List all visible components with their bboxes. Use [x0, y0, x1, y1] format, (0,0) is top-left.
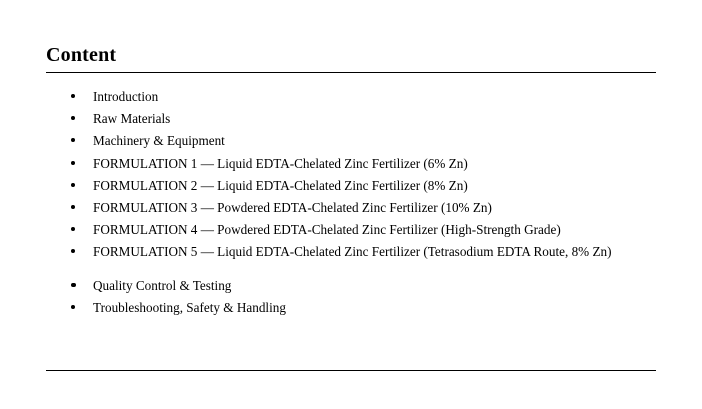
- page-title: Content: [46, 44, 117, 66]
- bullet-dot-icon: [71, 249, 75, 253]
- list-item: [60, 297, 672, 319]
- list-item: [60, 153, 672, 175]
- bullet-dot-icon: [71, 305, 75, 309]
- list-item-label: FORMULATION 3 — Powdered EDTA-Chelated Zinc Fertilizer (10% Zn): [93, 200, 492, 216]
- list-item-label: FORMULATION 5 — Liquid EDTA-Chelated Zinc Fertilizer (Tetrasodium EDTA Route, 8% Zn): [93, 244, 612, 260]
- list-item-label: FORMULATION 4 — Powdered EDTA-Chelated Zinc Fertilizer (High-Strength Grade): [93, 222, 561, 238]
- list-item: [60, 86, 672, 108]
- bullet-dot-icon: [71, 183, 75, 187]
- list-item-label: Troubleshooting, Safety & Handling: [93, 299, 286, 315]
- bullet-dot-icon: [71, 205, 75, 209]
- list-item: [60, 219, 672, 241]
- footer-divider: [46, 370, 656, 371]
- list-item: [60, 241, 672, 263]
- title-divider: [46, 72, 656, 73]
- bullet-dot-icon: [71, 116, 75, 120]
- bullet-dot-icon: [71, 138, 75, 142]
- bullet-dot-icon: [71, 227, 75, 231]
- list-item-label: Machinery & Equipment: [93, 133, 225, 149]
- list-item-label: FORMULATION 1 — Liquid EDTA-Chelated Zinc Fertilizer (6% Zn): [93, 155, 468, 171]
- bullet-dot-icon: [71, 94, 75, 98]
- list-item: [60, 130, 672, 152]
- bullet-dot-icon: [71, 283, 76, 288]
- list-item-label: FORMULATION 2 — Liquid EDTA-Chelated Zinc Fertilizer (8% Zn): [93, 177, 468, 193]
- bullet-dot-icon: [71, 161, 75, 165]
- content-body: [60, 86, 672, 319]
- list-item: [60, 197, 672, 219]
- list-item-label: Quality Control & Testing: [93, 277, 232, 293]
- list-item-label: Introduction: [93, 89, 159, 104]
- list-item: [60, 108, 672, 130]
- bullet-list: [60, 86, 672, 319]
- list-item: [60, 175, 672, 197]
- list-item: [60, 275, 672, 297]
- list-item-label: Raw Materials: [93, 111, 171, 127]
